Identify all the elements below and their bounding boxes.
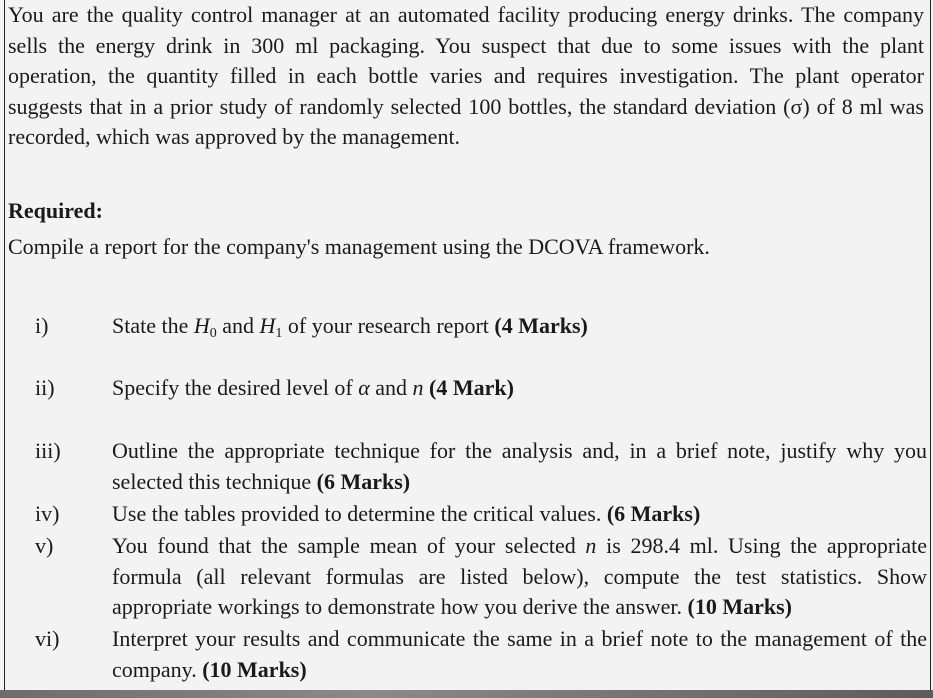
question-text: State the $H_0$ and $H_1$ of your research report (4 Marks)	[112, 313, 588, 341]
question-text: Specify the desired level of α and n (4 Mark)	[112, 375, 514, 400]
marks-label: (10 Marks)	[687, 594, 792, 619]
question-number: iv)	[35, 501, 60, 526]
question-number: vi)	[35, 626, 60, 651]
marks-label: (6 Marks)	[316, 468, 411, 494]
question-text: Outline the appropriate technique for the analysis and, in a brief note, justify why you selected this technique (6 Marks)	[112, 438, 927, 494]
question-number: v)	[35, 533, 54, 558]
marks-label: (6 Marks)	[606, 501, 701, 526]
question-number: iii)	[35, 438, 61, 463]
marks-label: (4 Mark)	[429, 375, 514, 400]
question-text: Use the tables provided to determine the critical values. (6 Marks)	[112, 501, 701, 526]
question-text: You found that the sample mean of your selected n is 298.4 ml. Using the appropriate formula (all relevant formulas are listed below), compute the test statistics. Show appropriate workings to demonstrate how you derive the answer. (10 Marks)	[112, 533, 927, 619]
required-instruction: Compile a report for the company's management using the DCOVA framework.	[8, 234, 710, 259]
window-bottom-edge	[0, 690, 933, 698]
scenario-paragraph: You are the quality control manager at an automated facility producing energy drinks. The company sells the energy drink in 300 ml packaging. You suspect that due to some issues with the plant operation, the quantity filled in each bottle varies and requires investigation. The plant operator suggests that in a prior study of randomly selected 100 bottles, the standard deviation (σ) of 8 ml was recorded, which was approved by the management.	[8, 2, 924, 149]
marks-label: (10 Marks)	[202, 656, 307, 682]
question-number: i)	[35, 313, 49, 338]
question-text: Interpret your results and communicate the same in a brief note to the management of the company. (10 Marks)	[112, 626, 927, 682]
marks-label: (4 Marks)	[494, 313, 588, 338]
required-heading: Required:	[8, 198, 103, 223]
question-number: ii)	[35, 375, 55, 400]
